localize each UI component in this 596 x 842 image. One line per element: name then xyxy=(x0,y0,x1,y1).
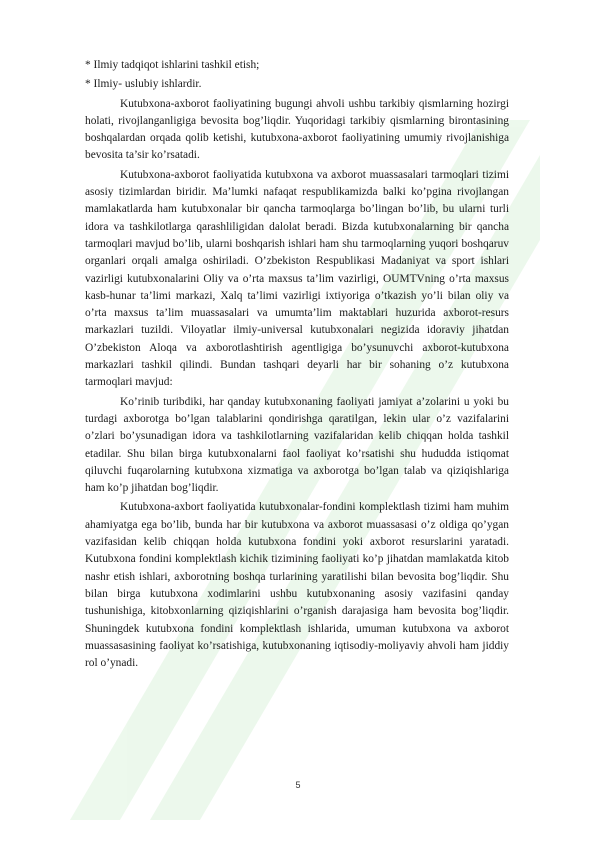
bullet-item: * Ilmiy- uslubiy ishlardir. xyxy=(85,78,202,91)
paragraph: Kutubxona-axborot faoliyatida kutubxona va axborot muassasalari tarmoqlari tizimi asosiy tizimlardan biridir. Ma’lumki nafaqat respublikamizda balki ko’pgina rivojlangan mamlakatlarda ham kutubxonalar bir qancha tarmoqlarga bo’lingan bo’lib, bu ularni turli idora va tashkilotlarga qarashliligidan dalolat beradi. Bizda kutubxonalarning bir qancha tarmoqlari mavjud bo’lib, ularni boshqarish ishlari ham shu tarmoqlarning yuqori boshqaruv organlari orqali amalga oshiriladi. O’zbekiston Respublikasi Madaniyat va sport ishlari vazirligi kutubxonalarini Oliy va o’rta maxsus ta’lim vazirligi, OUMTVning o’rta maxsus kasb-hunar ta’limi markazi, Xalq ta’limi vazirligi ixtiyoriga o’tkazish yo’li bilan oliy va o’rta maxsus ta’lim muassasalari va umumta’lim maktablari huzurida axborot-resurs markazlari tuzildi. Viloyatlar ilmiy-universal kutubxonalari negizida idoraviy jihatdan O’zbekiston Aloqa va axborotlashtirish agentligiga bo’ysunuvchi axborot-kutubxona markazlari tashkil qilindi. Bundan tashqari deyarli har bir sohaning o’z kutubxona tarmoqlari mavjud: xyxy=(85,168,509,389)
page-number: 5 xyxy=(295,780,301,790)
paragraph: Ko’rinib turibdiki, har qanday kutubxonaning faoliyati jamiyat a’zolarini u yoki bu turdagi axborotga bo’lgan talablarini qondirishga qaratilgan, lekin ular o’z vazifalarini o’zlari bo’ysunadigan idora va tashkilotlarning vazifalaridan kelib chiqqan holda tashkil etadilar. Shu bilan birga kutubxonalarni faol faoliyat ko’rsatishi shu hududda istiqomat qiluvchi fuqarolarning kutubxona xizmatiga va axborotga bo’lgan talab va qiziqishlariga ham ko’p jihatdan bog’liqdir. xyxy=(85,395,509,495)
paragraph: Kutubxona-axbort faoliyatida kutubxonalar-fondini komplektlash tizimi ham muhim ahamiyatga ega bo’lib, bunda har bir kutubxona va axborot muassasasi o’z oldiga qo’ygan vazifasidan kelib chiqqan holda kutubxona fondini yoki axborot resurslarini yaratadi. Kutubxona fondini komplektlash kichik tizimining faoliyati ko’p jihatdan mamlakatda kitob nashr etish ishlari, axborotning boshqa turlarining yaratilishi bilan bevosita bog’liqdir. Shu bilan birga kutubxona xodimlarini ushbu kutubxonaning asosiy vazifasini qanday tushunishiga, kitobxonlarning qiziqishlarini o’rganish darajasiga ham bevosita bog’liqdir. Shuningdek kutubxona fondini komplektlash ishlarida, umuman kutubxona va axborot muassasasining faoliyat ko’rsatishiga, kutubxonaning iqtisodiy-moliyaviy ahvoli ham jiddiy rol o’ynadi. xyxy=(85,501,509,670)
bullet-item: * Ilmiy tadqiqot ishlarini tashkil etish; xyxy=(85,59,260,71)
document-body xyxy=(85,57,509,674)
paragraph: Kutubxona-axborot faoliyatining bugungi ahvoli ushbu tarkibiy qismlarning hozirgi holati, rivojlanganligiga bevosita bog’liqdir. Yuqoridagi tarkibiy qismlarning birontasining boshqalardan orqada qolib ketishi, kutubxona-axborot faoliyatining umumiy rivojlanishiga bevosita ta’sir ko’rsatadi. xyxy=(85,97,509,162)
